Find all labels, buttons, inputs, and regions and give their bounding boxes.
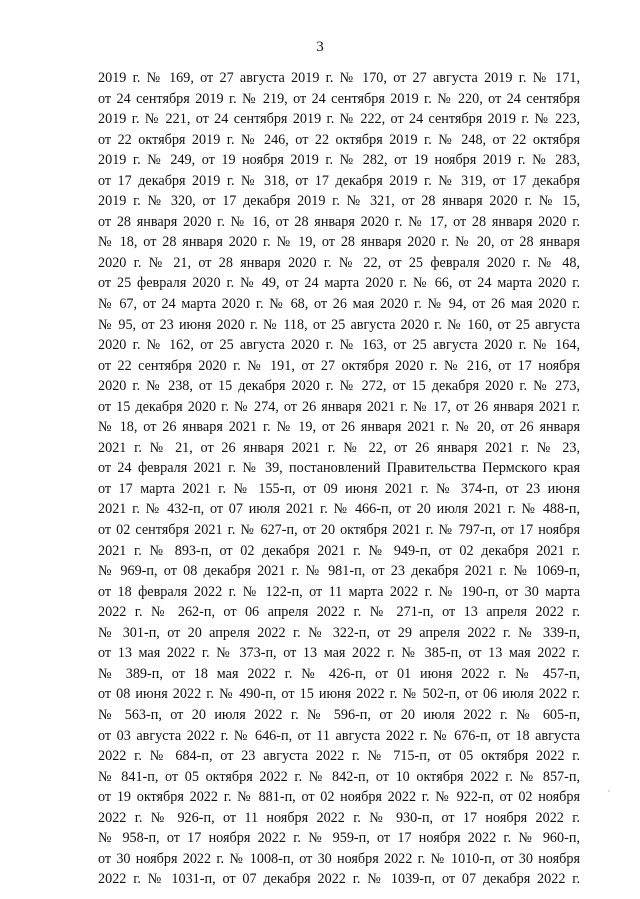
- text-line: 2022 г. № 1031-п, от 07 декабря 2022 г. № 1039-п, от 07 декабря 2022 г.: [98, 871, 580, 888]
- text-line: от 17 декабря 2019 г. № 318, от 17 декабря 2019 г. № 319, от 17 декабря: [98, 172, 580, 189]
- text-line: № 958-п, от 17 ноября 2022 г. № 959-п, от 17 ноября 2022 г. № 960-п,: [98, 830, 580, 847]
- text-line: № 389-п, от 18 мая 2022 г. № 426-п, от 01 июня 2022 г. № 457-п,: [98, 665, 580, 682]
- text-line: № 18, от 28 января 2020 г. № 19, от 28 января 2020 г. № 20, от 28 января: [98, 234, 580, 251]
- text-line: от 22 октября 2019 г. № 246, от 22 октября 2019 г. № 248, от 22 октября: [98, 131, 580, 148]
- text-line: 2021 г. № 21, от 26 января 2021 г. № 22, от 26 января 2021 г. № 23,: [98, 439, 580, 456]
- page-number: 3: [316, 39, 324, 55]
- text-line: от 30 ноября 2022 г. № 1008-п, от 30 ноября 2022 г. № 1010-п, от 30 ноября: [98, 850, 580, 867]
- text-line: 2022 г. № 684-п, от 23 августа 2022 г. № 715-п, от 05 октября 2022 г.: [98, 748, 580, 765]
- text-line: от 03 августа 2022 г. № 646-п, от 11 августа 2022 г. № 676-п, от 18 августа: [98, 727, 580, 744]
- text-line: от 28 января 2020 г. № 16, от 28 января 2020 г. № 17, от 28 января 2020 г.: [98, 213, 580, 230]
- text-line: 2019 г. № 320, от 17 декабря 2019 г. № 321, от 28 января 2020 г. № 15,: [98, 193, 580, 210]
- text-line: 2022 г. № 262-п, от 06 апреля 2022 г. № 271-п, от 13 апреля 2022 г.: [98, 604, 580, 621]
- text-line: 2020 г. № 162, от 25 августа 2020 г. № 163, от 25 августа 2020 г. № 164,: [98, 337, 580, 354]
- text-line: 2021 г. № 893-п, от 02 декабря 2021 г. № 949-п, от 02 декабря 2021 г.: [98, 542, 580, 559]
- text-line: от 08 июня 2022 г. № 490-п, от 15 июня 2022 г. № 502-п, от 06 июля 2022 г.: [98, 686, 580, 703]
- body-text: [98, 68, 580, 890]
- text-line: 2020 г. № 21, от 28 января 2020 г. № 22, от 25 февраля 2020 г. № 48,: [98, 254, 580, 271]
- text-line: № 18, от 26 января 2021 г. № 19, от 26 января 2021 г. № 20, от 26 января: [98, 419, 580, 436]
- text-line: № 969-п, от 08 декабря 2021 г. № 981-п, от 23 декабря 2021 г. № 1069-п,: [98, 563, 580, 580]
- text-line: от 15 декабря 2020 г. № 274, от 26 января 2021 г. № 17, от 26 января 2021 г.: [98, 398, 580, 415]
- text-line: от 02 сентября 2021 г. № 627-п, от 20 октября 2021 г. № 797-п, от 17 ноября: [98, 522, 580, 539]
- text-line: № 563-п, от 20 июля 2022 г. № 596-п, от 20 июля 2022 г. № 605-п,: [98, 706, 580, 723]
- text-line: от 18 февраля 2022 г. № 122-п, от 11 марта 2022 г. № 190-п, от 30 марта: [98, 583, 580, 600]
- text-line: от 13 мая 2022 г. № 373-п, от 13 мая 2022 г. № 385-п, от 13 мая 2022 г.: [98, 645, 580, 662]
- text-line: от 24 февраля 2021 г. № 39, постановлений Правительства Пермского края: [98, 460, 580, 477]
- text-line: № 95, от 23 июня 2020 г. № 118, от 25 августа 2020 г. № 160, от 25 августа: [98, 316, 580, 333]
- text-line: 2021 г. № 432-п, от 07 июля 2021 г. № 466-п, от 20 июля 2021 г. № 488-п,: [98, 501, 580, 518]
- text-line: 2019 г. № 221, от 24 сентября 2019 г. № 222, от 24 сентября 2019 г. № 223,: [98, 111, 580, 128]
- text-line: 2019 г. № 169, от 27 августа 2019 г. № 170, от 27 августа 2019 г. № 171,: [98, 70, 580, 86]
- text-line: от 25 февраля 2020 г. № 49, от 24 марта 2020 г. № 66, от 24 марта 2020 г.: [98, 275, 580, 292]
- scan-speck: [608, 790, 610, 792]
- text-line: 2019 г. № 249, от 19 ноября 2019 г. № 282, от 19 ноября 2019 г. № 283,: [98, 152, 580, 169]
- text-line: от 22 сентября 2020 г. № 191, от 27 октября 2020 г. № 216, от 17 ноября: [98, 357, 580, 374]
- text-line: от 17 марта 2021 г. № 155-п, от 09 июня 2021 г. № 374-п, от 23 июня: [98, 480, 580, 497]
- text-line: от 19 октября 2022 г. № 881-п, от 02 ноября 2022 г. № 922-п, от 02 ноября: [98, 789, 580, 806]
- text-line: № 841-п, от 05 октября 2022 г. № 842-п, от 10 октября 2022 г. № 857-п,: [98, 768, 580, 785]
- text-line: № 301-п, от 20 апреля 2022 г. № 322-п, от 29 апреля 2022 г. № 339-п,: [98, 624, 580, 641]
- text-line: 2022 г. № 926-п, от 11 ноября 2022 г. № 930-п, от 17 ноября 2022 г.: [98, 809, 580, 826]
- text-line: № 67, от 24 марта 2020 г. № 68, от 26 мая 2020 г. № 94, от 26 мая 2020 г.: [98, 296, 580, 313]
- text-line: 2020 г. № 238, от 15 декабря 2020 г. № 272, от 15 декабря 2020 г. № 273,: [98, 378, 580, 395]
- text-line: от 24 сентября 2019 г. № 219, от 24 сентября 2019 г. № 220, от 24 сентября: [98, 90, 580, 107]
